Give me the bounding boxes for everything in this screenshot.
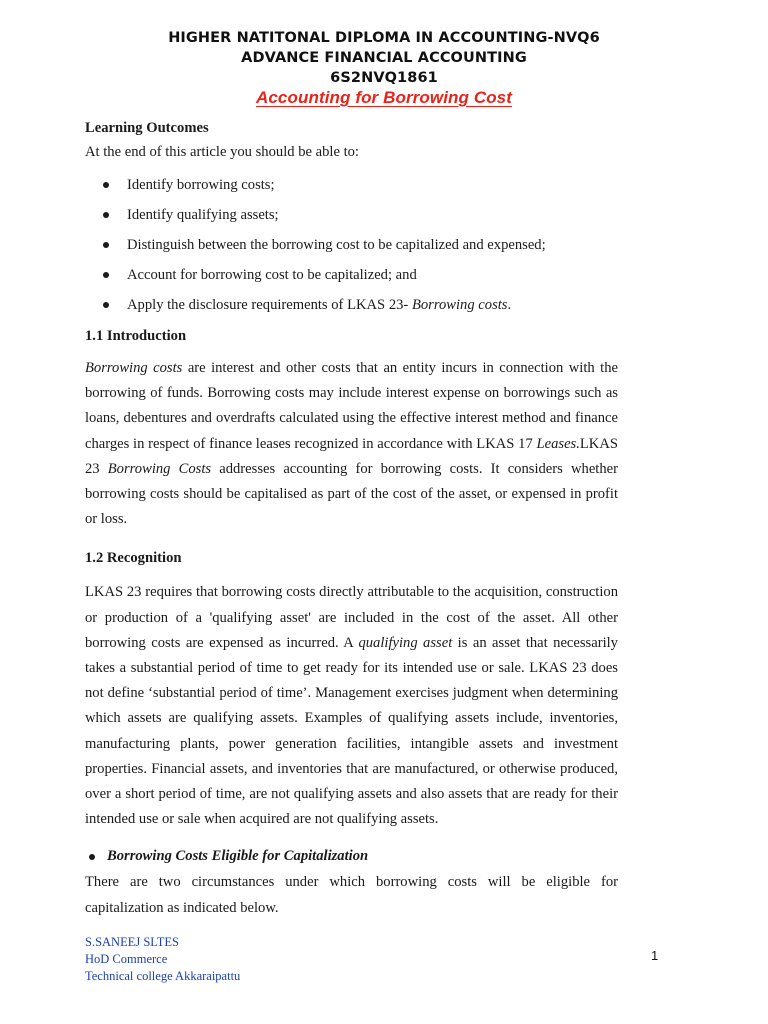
learning-outcomes-list: [85, 170, 618, 320]
list-item: Apply the disclosure requirements of LKAS 23- Borrowing costs.: [85, 290, 618, 320]
header-course: ADVANCE FINANCIAL ACCOUNTING: [241, 50, 527, 66]
bullet-icon: [103, 272, 109, 278]
author-role: HoD Commerce: [85, 952, 168, 966]
bullet-icon: [103, 302, 109, 308]
recognition-paragraph: LKAS 23 requires that borrowing costs directly attributable to the acquisition, construction or production of a 'qualifying asset' are included in the cost of the asset. All other borrowing costs are expensed as incurred. A qualifying asset is an asset that necessarily takes a substantial period of time to get ready for its intended use or sale. LKAS 23 does not define ‘substantial period of time’. Management exercises judgment when determining which assets are qualifying assets. Examples of qualifying assets include, inventories, manufacturing plants, power generation facilities, intangible assets and investment properties. Financial assets, and inventories that are manufactured, or otherwise produced, over a short period of time, are not qualifying assets and also assets that are ready for their intended use or sale when acquired are not qualifying assets.: [85, 584, 618, 828]
author-footer: [85, 934, 240, 985]
bullet-icon: [103, 182, 109, 188]
author-name: S.SANEEJ SLTES: [85, 935, 180, 949]
introduction-paragraph: Borrowing costs are interest and other costs that an entity incurs in connection with the borrowing of funds. Borrowing costs may include interest expense on borrowings such as loans, debentures and overdrafts calculated using the effective interest method and finance charges in respect of finance leases recognized in accordance with LKAS 17 Leases.LKAS 23 Borrowing Costs addresses accounting for borrowing costs. It considers whether borrowing costs should be capitalised as part of the cost of the asset, or expensed in profit or loss.: [85, 360, 619, 528]
document-body: [85, 116, 618, 921]
list-item: Distinguish between the borrowing cost to be capitalized and expensed;: [85, 230, 618, 260]
recognition-heading: 1.2 Recognition: [85, 550, 182, 567]
header-code: 6S2NVQ1861: [330, 70, 438, 86]
bullet-icon: [103, 212, 109, 218]
eligible-paragraph: There are two circumstances under which borrowing costs will be eligible for capitalization as indicated below.: [85, 874, 618, 916]
header-diploma: HIGHER NATITONAL DIPLOMA IN ACCOUNTING-NVQ6: [168, 30, 600, 46]
document-title: Accounting for Borrowing Cost: [256, 88, 512, 107]
bullet-icon: [103, 242, 109, 248]
list-item: Identify borrowing costs;: [85, 170, 618, 200]
list-item: Account for borrowing cost to be capitalized; and: [85, 260, 618, 290]
author-college: Technical college Akkaraipattu: [85, 969, 241, 983]
eligible-heading: Borrowing Costs Eligible for Capitalization: [85, 844, 618, 868]
page-number: 1: [651, 948, 659, 963]
introduction-heading: 1.1 Introduction: [85, 328, 187, 344]
bullet-icon: [89, 854, 95, 860]
learning-outcomes-intro: At the end of this article you should be able to:: [85, 144, 359, 160]
list-item: Identify qualifying assets;: [85, 200, 618, 230]
learning-outcomes-heading: Learning Outcomes: [85, 120, 209, 136]
